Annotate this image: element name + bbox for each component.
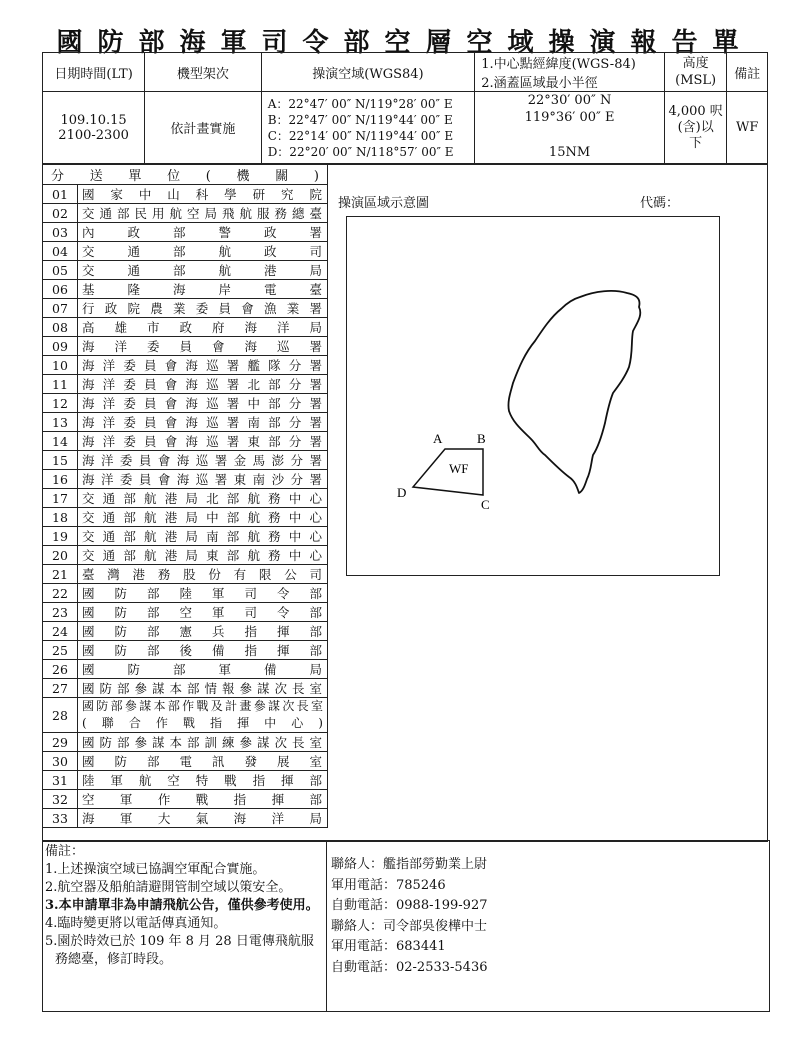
- unit-row: [43, 470, 328, 489]
- unit-name: 高雄市政府海洋局: [78, 318, 328, 337]
- unit-number: 01: [43, 185, 78, 204]
- row-aircraft: 依計畫實施: [145, 92, 262, 164]
- point-d: D：22°20′ 00″ N/118°57′ 00″ E: [267, 144, 454, 159]
- unit-row: [43, 204, 328, 223]
- unit-row: [43, 489, 328, 508]
- unit-number: 19: [43, 527, 78, 546]
- point-b: B：22°47′ 00″ N/119°44′ 00″ E: [267, 112, 453, 127]
- header-altitude: 高度 (MSL): [664, 53, 727, 92]
- unit-row: [43, 299, 328, 318]
- unit-number: 10: [43, 356, 78, 375]
- contact-1-name: 聯絡人：艦指部勞勤業上尉: [331, 857, 488, 872]
- contact-1-military-phone: 軍用電話：785246: [331, 877, 446, 893]
- unit-name: [78, 698, 328, 733]
- center-lon: 119°36′ 00″ E: [524, 110, 615, 125]
- contact-2-military-phone: 軍用電話：683441: [331, 939, 446, 955]
- unit-row: [43, 565, 328, 584]
- unit-number: 03: [43, 223, 78, 242]
- unit-row: [43, 527, 328, 546]
- unit-number: 05: [43, 261, 78, 280]
- header-airspace: 操演空域(WGS84): [261, 53, 475, 92]
- unit-row: [43, 280, 328, 299]
- notes-title: 備註：: [45, 844, 85, 859]
- unit-row: [43, 790, 328, 809]
- unit-row: [43, 809, 328, 828]
- contact-2-name: 聯絡人：司令部吳俊樺中士: [331, 918, 488, 934]
- note-4: 4.臨時變更將以電話傳真通知。: [45, 916, 227, 931]
- unit-name: 內政部警政署: [78, 223, 328, 242]
- unit-name: 交通部航港局: [78, 261, 328, 280]
- unit-name: 海洋委員會海巡署: [78, 337, 328, 356]
- unit-number: 13: [43, 413, 78, 432]
- unit-row: [43, 603, 328, 622]
- unit-row: [43, 432, 328, 451]
- label-b: B: [477, 431, 486, 446]
- unit-name: 國防部參謀本部情報參謀次長室: [78, 679, 328, 698]
- unit-rows: [43, 185, 328, 828]
- unit-number: 04: [43, 242, 78, 261]
- header-aircraft: 機型架次: [145, 53, 262, 92]
- unit-name: 海軍大氣海洋局: [78, 809, 328, 828]
- alt-line3: 下: [689, 135, 703, 151]
- unit-row: [43, 733, 328, 752]
- header-remark: 備註: [727, 53, 768, 92]
- header-table: [42, 52, 768, 164]
- units-header: 分送單位(機關): [43, 165, 328, 185]
- unit-name-line2: (聯合作戰指揮中心): [82, 716, 323, 730]
- unit-number: 30: [43, 752, 78, 771]
- row-points: [261, 92, 475, 164]
- unit-name: 海洋委員會海巡署金馬澎分署: [78, 451, 328, 470]
- header-date: 日期時間(LT): [43, 53, 145, 92]
- row-date: 109.10.15: [60, 112, 127, 128]
- unit-number: 31: [43, 771, 78, 790]
- label-zone: WF: [449, 461, 469, 476]
- unit-number: 11: [43, 375, 78, 394]
- unit-number: 32: [43, 790, 78, 809]
- unit-row: [43, 584, 328, 603]
- note-3: 3.本申請單非為申請飛航公告，僅供參考使用。: [45, 898, 319, 913]
- unit-number: 26: [43, 660, 78, 679]
- unit-row: [43, 660, 328, 679]
- note-5: 5.園於時效已於 109 年 8 月 28 日電傳飛航服務總臺，修訂時段。: [45, 934, 314, 967]
- unit-number: 21: [43, 565, 78, 584]
- unit-number: 09: [43, 337, 78, 356]
- unit-row: [43, 451, 328, 470]
- center-lat: 22°30′ 00″ N: [527, 93, 612, 108]
- unit-number: 23: [43, 603, 78, 622]
- unit-number: 27: [43, 679, 78, 698]
- label-d: D: [397, 485, 407, 500]
- unit-number: 20: [43, 546, 78, 565]
- unit-number: 29: [43, 733, 78, 752]
- unit-name: 基隆海岸電臺: [78, 280, 328, 299]
- unit-row: [43, 337, 328, 356]
- unit-name: 海洋委員會海巡署南部分署: [78, 413, 328, 432]
- unit-name: 國防部空軍司令部: [78, 603, 328, 622]
- header-center-line1: 1.中心點經緯度(WGS-84): [481, 57, 636, 72]
- unit-row: [43, 698, 328, 733]
- unit-row: [43, 508, 328, 527]
- unit-name: 交通部航港局南部航務中心: [78, 527, 328, 546]
- contacts: [331, 855, 488, 979]
- unit-number: 16: [43, 470, 78, 489]
- area-map: [347, 217, 719, 575]
- row-center: [475, 92, 665, 164]
- unit-name: 行政院農業委員會漁業署: [78, 299, 328, 318]
- unit-number: 02: [43, 204, 78, 223]
- unit-row: [43, 394, 328, 413]
- code-label: 代碼：: [640, 196, 680, 211]
- unit-number: 24: [43, 622, 78, 641]
- unit-name: 海洋委員會海巡署北部分署: [78, 375, 328, 394]
- alt-line2: (含)以: [677, 119, 714, 135]
- unit-name: 臺灣港務股份有限公司: [78, 565, 328, 584]
- unit-name: 交通部航港局中部航務中心: [78, 508, 328, 527]
- radius: 15NM: [548, 145, 591, 160]
- header-center-line2: 2.涵蓋區域最小半徑: [481, 76, 598, 91]
- distribution-table: [42, 164, 328, 828]
- unit-name: 海洋委員會海巡署東部分署: [78, 432, 328, 451]
- unit-number: 06: [43, 280, 78, 299]
- taiwan-outline-icon: [508, 291, 640, 493]
- unit-name: 國防部後備指揮部: [78, 641, 328, 660]
- unit-row: [43, 223, 328, 242]
- point-c: C：22°14′ 00″ N/119°44′ 00″ E: [267, 128, 454, 143]
- unit-number: 15: [43, 451, 78, 470]
- unit-number: 17: [43, 489, 78, 508]
- label-a: A: [433, 431, 443, 446]
- unit-row: [43, 185, 328, 204]
- point-a: A：22°47′ 00″ N/119°28′ 00″ E: [267, 96, 453, 111]
- unit-number: 25: [43, 641, 78, 660]
- exercise-area-shape: [413, 449, 483, 495]
- unit-row: [43, 356, 328, 375]
- contact-1-auto-phone: 自動電話：0988-199-927: [331, 898, 488, 914]
- row-datetime: [43, 92, 145, 164]
- map-frame: [346, 216, 720, 576]
- unit-row: [43, 261, 328, 280]
- unit-name: 國家中山科學研究院: [78, 185, 328, 204]
- unit-row: [43, 242, 328, 261]
- unit-name: 國防部電訊發展室: [78, 752, 328, 771]
- alt-line1: 4,000 呎: [668, 103, 723, 119]
- unit-name: 交通部航政司: [78, 242, 328, 261]
- unit-name: 海洋委員會海巡署中部分署: [78, 394, 328, 413]
- unit-number: 28: [43, 698, 78, 733]
- note-1: 1.上述操演空域已協調空軍配合實施。: [45, 862, 266, 877]
- unit-row: [43, 375, 328, 394]
- unit-number: 07: [43, 299, 78, 318]
- header-center: [475, 53, 665, 92]
- row-time: 2100-2300: [58, 127, 129, 143]
- unit-name: 海洋委員會海巡署東南沙分署: [78, 470, 328, 489]
- unit-name: 空軍作戰指揮部: [78, 790, 328, 809]
- unit-row: [43, 546, 328, 565]
- footer: [42, 840, 770, 1012]
- unit-row: [43, 771, 328, 790]
- notes: [43, 841, 327, 1011]
- unit-number: 14: [43, 432, 78, 451]
- unit-number: 12: [43, 394, 78, 413]
- unit-number: 18: [43, 508, 78, 527]
- unit-number: 33: [43, 809, 78, 828]
- label-c: C: [481, 497, 490, 512]
- note-2: 2.航空器及船舶請避開管制空域以策安全。: [45, 880, 292, 895]
- row-remark: WF: [727, 92, 768, 164]
- unit-row: [43, 679, 328, 698]
- unit-row: [43, 318, 328, 337]
- unit-number: 08: [43, 318, 78, 337]
- unit-name: 國防部憲兵指揮部: [78, 622, 328, 641]
- unit-name: 陸軍航空特戰指揮部: [78, 771, 328, 790]
- row-altitude: [664, 92, 727, 164]
- unit-name: 交通部民用航空局飛航服務總臺: [78, 204, 328, 223]
- page-title: 國防部海軍司令部空層空域操演報告單: [56, 28, 754, 58]
- contact-2-auto-phone: 自動電話：02-2533-5436: [331, 959, 488, 975]
- unit-name: 國防部陸軍司令部: [78, 584, 328, 603]
- unit-name-line1: 國防部參謀本部作戰及計畫參謀次長室: [82, 699, 323, 713]
- unit-row: [43, 641, 328, 660]
- unit-row: [43, 622, 328, 641]
- unit-name: 海洋委員會海巡署艦隊分署: [78, 356, 328, 375]
- map-label: 操演區域示意圖: [338, 196, 430, 211]
- unit-number: 22: [43, 584, 78, 603]
- unit-name: 國防部軍備局: [78, 660, 328, 679]
- unit-name: 交通部航港局北部航務中心: [78, 489, 328, 508]
- unit-name: 交通部航港局東部航務中心: [78, 546, 328, 565]
- unit-name: 國防部參謀本部訓練參謀次長室: [78, 733, 328, 752]
- unit-row: [43, 413, 328, 432]
- unit-row: [43, 752, 328, 771]
